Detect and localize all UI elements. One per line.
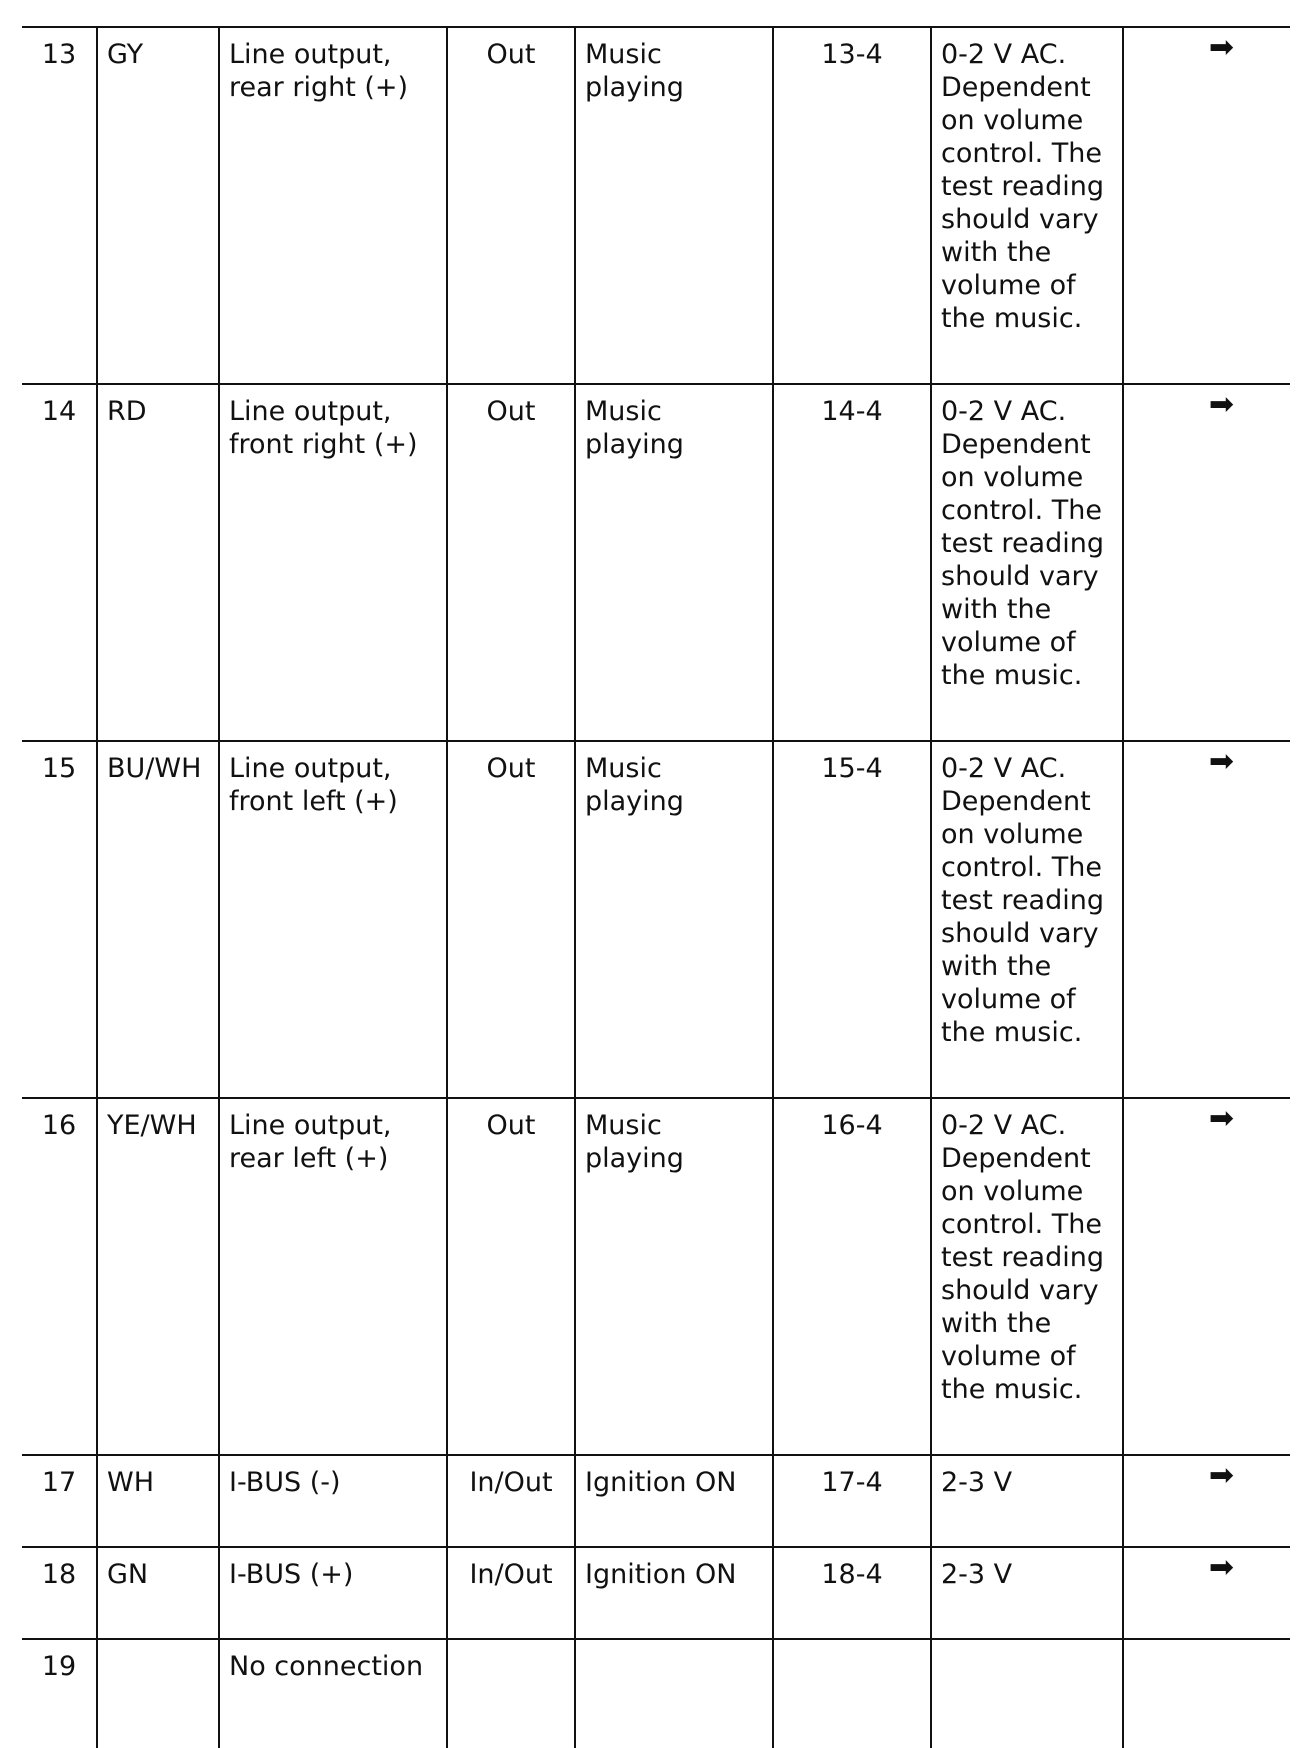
table-row	[22, 1547, 1290, 1639]
arrow-cell	[1123, 1639, 1290, 1748]
test-condition: Music playing	[575, 27, 773, 384]
measure-points: 15-4	[773, 741, 931, 1098]
measure-points	[773, 1639, 931, 1748]
arrow-cell	[1123, 1098, 1290, 1455]
pin-number: 14	[22, 384, 97, 741]
table-row	[22, 384, 1290, 741]
arrow-cell	[1123, 1547, 1290, 1639]
signal-direction: In/Out	[447, 1547, 575, 1639]
right-arrow-icon: ➡	[1208, 30, 1235, 65]
table-row	[22, 27, 1290, 384]
test-condition: Ignition ON	[575, 1547, 773, 1639]
arrow-cell	[1123, 384, 1290, 741]
pin-number: 15	[22, 741, 97, 1098]
right-arrow-icon: ➡	[1208, 387, 1235, 422]
expected-value: 0-2 V AC. Dependent on volume control. The test reading should vary with the volume of the music.	[931, 384, 1123, 741]
pin-description: I-BUS (+)	[219, 1547, 447, 1639]
signal-direction: In/Out	[447, 1455, 575, 1547]
measure-points: 17-4	[773, 1455, 931, 1547]
table-row	[22, 1639, 1290, 1748]
pin-number: 18	[22, 1547, 97, 1639]
signal-direction: Out	[447, 27, 575, 384]
right-arrow-icon: ➡	[1208, 744, 1235, 779]
test-condition: Ignition ON	[575, 1455, 773, 1547]
signal-direction	[447, 1639, 575, 1748]
pin-table	[22, 26, 1290, 1748]
signal-direction: Out	[447, 384, 575, 741]
pin-description: No connection	[219, 1639, 447, 1748]
expected-value: 0-2 V AC. Dependent on volume control. The test reading should vary with the volume of the music.	[931, 1098, 1123, 1455]
arrow-cell	[1123, 741, 1290, 1098]
wire-color: BU/WH	[97, 741, 219, 1098]
wire-color	[97, 1639, 219, 1748]
expected-value	[931, 1639, 1123, 1748]
wire-color: GY	[97, 27, 219, 384]
right-arrow-icon: ➡	[1208, 1458, 1235, 1493]
measure-points: 16-4	[773, 1098, 931, 1455]
signal-direction: Out	[447, 741, 575, 1098]
wire-color: YE/WH	[97, 1098, 219, 1455]
right-arrow-icon: ➡	[1208, 1550, 1235, 1585]
right-arrow-icon: ➡	[1208, 1101, 1235, 1136]
table-row	[22, 1098, 1290, 1455]
signal-direction: Out	[447, 1098, 575, 1455]
wire-color: WH	[97, 1455, 219, 1547]
test-condition	[575, 1639, 773, 1748]
test-condition: Music playing	[575, 1098, 773, 1455]
pin-number: 13	[22, 27, 97, 384]
pin-description: Line output, rear left (+)	[219, 1098, 447, 1455]
expected-value: 0-2 V AC. Dependent on volume control. The test reading should vary with the volume of the music.	[931, 27, 1123, 384]
test-condition: Music playing	[575, 741, 773, 1098]
test-condition: Music playing	[575, 384, 773, 741]
table-row	[22, 741, 1290, 1098]
pin-number: 19	[22, 1639, 97, 1748]
pin-description: Line output, rear right (+)	[219, 27, 447, 384]
expected-value: 0-2 V AC. Dependent on volume control. The test reading should vary with the volume of the music.	[931, 741, 1123, 1098]
wire-color: GN	[97, 1547, 219, 1639]
arrow-cell	[1123, 1455, 1290, 1547]
table-row	[22, 1455, 1290, 1547]
measure-points: 14-4	[773, 384, 931, 741]
pin-description: I-BUS (-)	[219, 1455, 447, 1547]
pin-number: 17	[22, 1455, 97, 1547]
measure-points: 18-4	[773, 1547, 931, 1639]
pin-description: Line output, front right (+)	[219, 384, 447, 741]
pin-description: Line output, front left (+)	[219, 741, 447, 1098]
expected-value: 2-3 V	[931, 1547, 1123, 1639]
expected-value: 2-3 V	[931, 1455, 1123, 1547]
wire-color: RD	[97, 384, 219, 741]
pin-number: 16	[22, 1098, 97, 1455]
measure-points: 13-4	[773, 27, 931, 384]
arrow-cell	[1123, 27, 1290, 384]
